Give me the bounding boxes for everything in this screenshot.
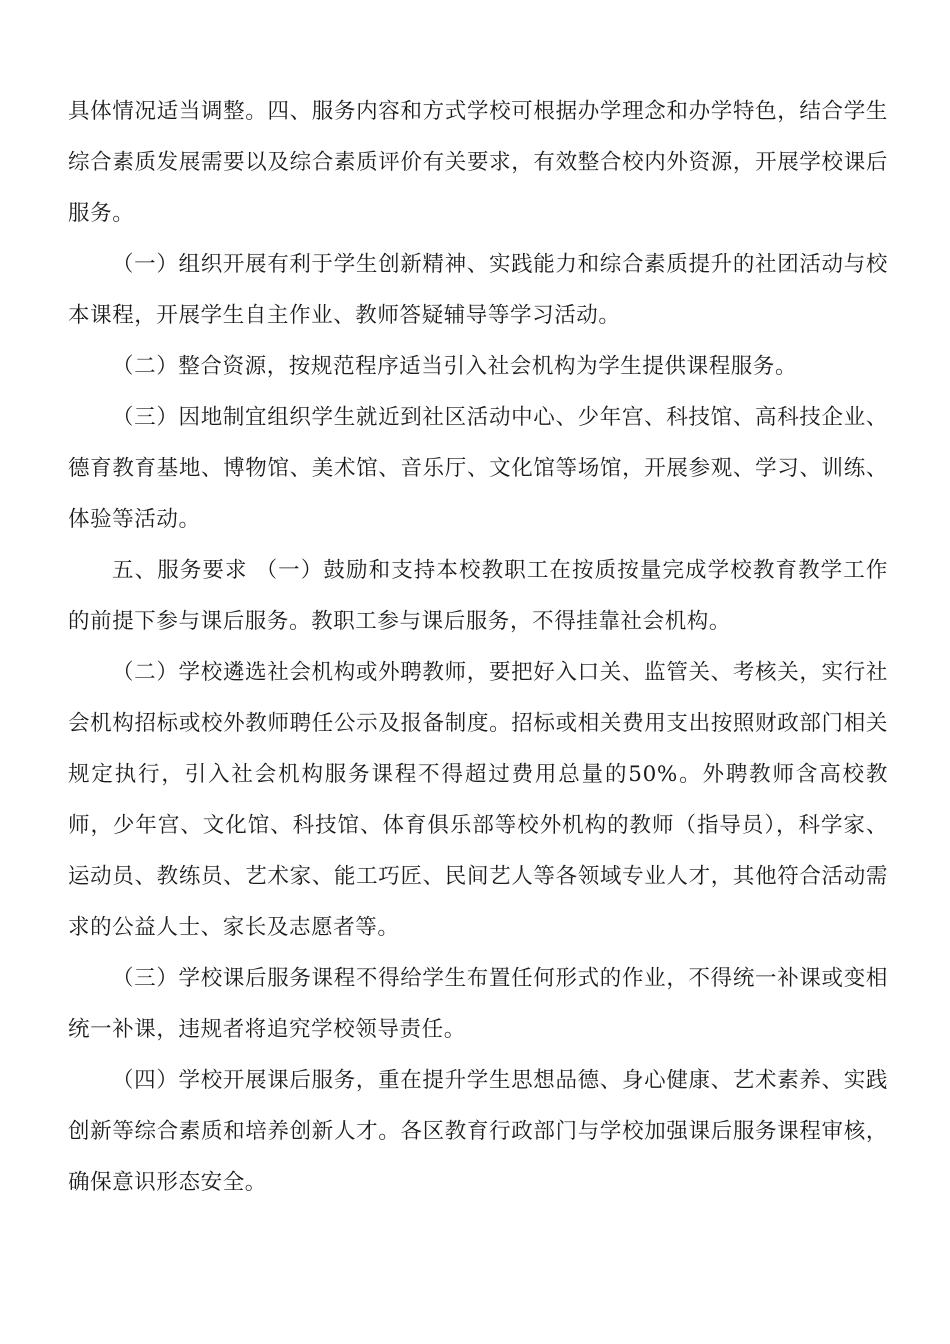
paragraph-requirement-4: （四）学校开展课后服务，重在提升学生思想品德、身心健康、艺术素养、实践创新等综合素质和培养创新人才。各区教育行政部门与学校加强课后服务课程审核，确保意识形态安全。 xyxy=(68,1068,888,1195)
paragraph-section-5: 五、服务要求 （一）鼓励和支持本校教职工在按质按量完成学校教育教学工作的前提下参与课后服务。教职工参与课后服务，不得挂靠社会机构。 xyxy=(68,558,888,634)
paragraph-continuation: 具体情况适当调整。四、服务内容和方式学校可根据办学理念和办学特色，结合学生综合素质发展需要以及综合素质评价有关要求，有效整合校内外资源，开展学校课后服务。 xyxy=(68,99,888,226)
paragraph-item-1: （一）组织开展有利于学生创新精神、实践能力和综合素质提升的社团活动与校本课程，开展学生自主作业、教师答疑辅导等学习活动。 xyxy=(68,252,888,328)
document-body xyxy=(68,86,888,1208)
paragraph-item-3: （三）因地制宜组织学生就近到社区活动中心、少年宫、科技馆、高科技企业、德育教育基地、博物馆、美术馆、音乐厅、文化馆等场馆，开展参观、学习、训练、体验等活动。 xyxy=(68,405,888,532)
paragraph-requirement-2: （二）学校遴选社会机构或外聘教师，要把好入口关、监管关、考核关，实行社会机构招标或校外教师聘任公示及报备制度。招标或相关费用支出按照财政部门相关规定执行，引入社会机构服务课程不得超过费用总量的50%。外聘教师含高校教师，少年宫、文化馆、科技馆、体育俱乐部等校外机构的教师（指导员），科学家、运动员、教练员、艺术家、能工巧匠、民间艺人等各领域专业人才，其他符合活动需求的公益人士、家长及志愿者等。 xyxy=(68,660,888,940)
paragraph-requirement-3: （三）学校课后服务课程不得给学生布置任何形式的作业，不得统一补课或变相统一补课，违规者将追究学校领导责任。 xyxy=(68,966,888,1042)
paragraph-item-2: （二）整合资源，按规范程序适当引入社会机构为学生提供课程服务。 xyxy=(112,354,798,379)
